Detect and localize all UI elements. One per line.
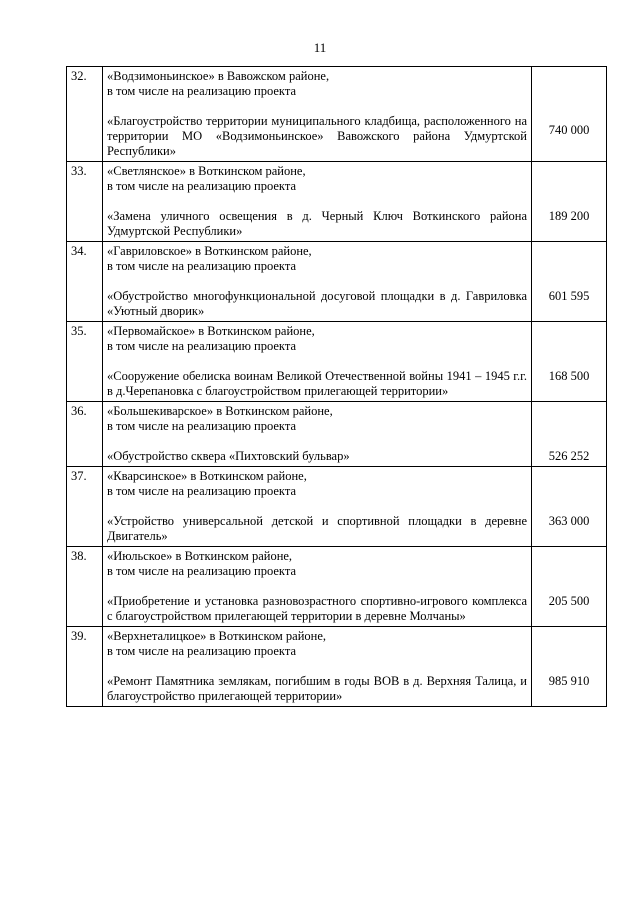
row-number: 36. [67,402,103,467]
row-amount-cell [532,67,607,162]
row-description [103,547,532,627]
allocation-table [66,66,607,707]
project-title: «Приобретение и установка разновозрастного спортивно-игрового комплекса с благоустройством прилегающей территории в деревне Молчаны» [107,594,527,623]
row-amount-cell [532,242,607,322]
project-title: «Ремонт Памятника землякам, погибшим в годы ВОВ в д. Верхняя Талица, и благоустройство прилегающей территории» [107,674,527,703]
table-row [67,547,607,627]
row-amount-cell [532,547,607,627]
row-amount: 740 000 [548,123,590,137]
municipality-line: «Кварсинское» в Воткинском районе, [107,469,307,483]
row-amount-cell [532,627,607,707]
table-row [67,402,607,467]
project-title: «Благоустройство территории муниципального кладбища, расположенного на территории МО «Водзимоньинское» Вавожского района Удмуртской Республики» [107,114,527,158]
project-title: «Обустройство сквера «Пихтовский бульвар» [107,449,350,463]
row-amount-cell [532,162,607,242]
row-description [103,162,532,242]
row-amount: 363 000 [548,514,590,528]
table-row [67,322,607,402]
project-title: «Обустройство многофункциональной досуговой площадки в д. Гавриловка «Уютный дворик» [107,289,527,318]
purpose-line: в том числе на реализацию проекта [107,484,296,498]
row-amount-cell [532,322,607,402]
row-number: 38. [67,547,103,627]
row-amount: 526 252 [548,449,590,463]
row-amount: 189 200 [548,209,590,223]
purpose-line: в том числе на реализацию проекта [107,84,296,98]
project-title: «Устройство универсальной детской и спортивной площадки в деревне Двигатель» [107,514,527,543]
municipality-line: «Большекиварское» в Воткинском районе, [107,404,333,418]
purpose-line: в том числе на реализацию проекта [107,419,296,433]
row-number: 35. [67,322,103,402]
page-number: 11 [313,40,327,55]
purpose-line: в том числе на реализацию проекта [107,644,296,658]
row-amount: 985 910 [548,674,590,688]
row-description [103,402,532,467]
purpose-line: в том числе на реализацию проекта [107,339,296,353]
table-row [67,627,607,707]
municipality-line: «Светлянское» в Воткинском районе, [107,164,306,178]
row-number: 34. [67,242,103,322]
municipality-line: «Гавриловское» в Воткинском районе, [107,244,312,258]
row-description [103,67,532,162]
row-number: 32. [67,67,103,162]
purpose-line: в том числе на реализацию проекта [107,564,296,578]
row-description [103,627,532,707]
table-row [67,242,607,322]
table-row [67,162,607,242]
municipality-line: «Июльское» в Воткинском районе, [107,549,293,563]
table-row [67,67,607,162]
row-description [103,322,532,402]
row-number: 37. [67,467,103,547]
row-number: 33. [67,162,103,242]
row-amount: 205 500 [548,594,590,608]
row-amount: 601 595 [548,289,590,303]
row-description [103,467,532,547]
municipality-line: «Водзимоньинское» в Вавожском районе, [107,69,330,83]
table-row [67,467,607,547]
purpose-line: в том числе на реализацию проекта [107,179,296,193]
municipality-line: «Первомайское» в Воткинском районе, [107,324,315,338]
municipality-line: «Верхнеталицкое» в Воткинском районе, [107,629,327,643]
project-title: «Сооружение обелиска воинам Великой Отечественной войны 1941 – 1945 г.г. в д.Черепановка с благоустройством прилегающей территории» [107,369,527,398]
row-number: 39. [67,627,103,707]
row-description [103,242,532,322]
row-amount-cell [532,467,607,547]
project-title: «Замена уличного освещения в д. Черный Ключ Воткинского района Удмуртской Республики» [107,209,527,238]
row-amount-cell [532,402,607,467]
purpose-line: в том числе на реализацию проекта [107,259,296,273]
row-amount: 168 500 [548,369,590,383]
